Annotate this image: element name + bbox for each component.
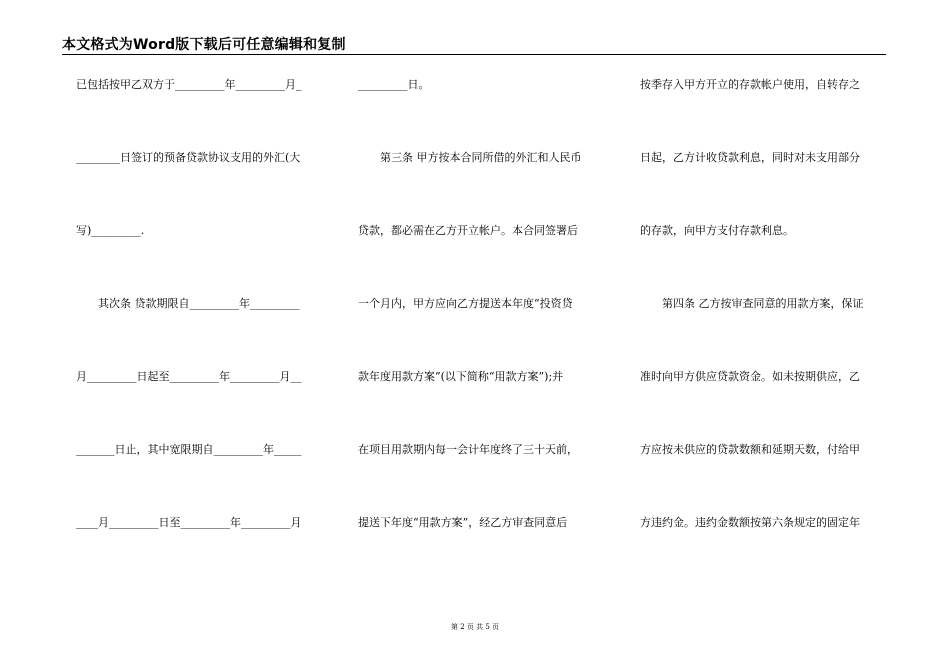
- text-line: 已包括按甲乙双方于_________年_________月_: [76, 78, 302, 91]
- text-line: 第三条 甲方按本合同所借的外汇和人民币: [380, 151, 582, 164]
- text-line: 准时向甲方供应贷款资金。如未按期供应，乙: [640, 370, 860, 383]
- text-line: 提送下年度“用款方案”，经乙方审查同意后: [358, 516, 568, 529]
- text-line: 在项目用款期内每一会计年度终了三十天前，: [358, 443, 578, 456]
- text-column-2: [358, 70, 608, 581]
- text-line: _______日止，其中宽限期自_________年_____: [76, 443, 302, 456]
- text-line: ____月_________日至_________年_________月: [76, 516, 302, 529]
- text-column-1: [76, 70, 326, 581]
- text-line: 款年度用款方案”(以下简称“用款方案”);并: [358, 370, 564, 383]
- text-line: 按季存入甲方开立的存款帐户使用，自转存之: [640, 78, 860, 91]
- text-line: 月_________日起至_________年_________月__: [76, 370, 302, 383]
- text-line: 写)_________.: [76, 224, 145, 237]
- document-header-title: 本文格式为Word版下载后可任意编辑和复制: [62, 37, 346, 53]
- text-line: 一个月内，甲方应向乙方提送本年度“投资贷: [358, 297, 573, 310]
- text-line: 贷款，都必需在乙方开立帐户。本合同签署后: [358, 224, 578, 237]
- text-line: 其次条 贷款期限自_________年_________: [98, 297, 300, 310]
- header-divider: [62, 54, 886, 55]
- text-line: 方应按未供应的贷款数额和延期天数，付给甲: [640, 443, 860, 456]
- text-line: ________日签订的预备贷款协议支用的外汇(大: [76, 151, 301, 164]
- text-line: 方违约金。违约金数额按第六条规定的固定年: [640, 516, 860, 529]
- text-line: 日起，乙方计收贷款利息，同时对未支用部分: [640, 151, 860, 164]
- text-column-3: [640, 70, 890, 581]
- text-line: 第四条 乙方按审查同意的用款方案，保证: [662, 297, 864, 310]
- page-number-footer: 第 2 页 共 5 页: [450, 623, 500, 631]
- text-line: _________日。: [358, 78, 430, 91]
- text-line: 的存款，向甲方支付存款利息。: [640, 224, 794, 237]
